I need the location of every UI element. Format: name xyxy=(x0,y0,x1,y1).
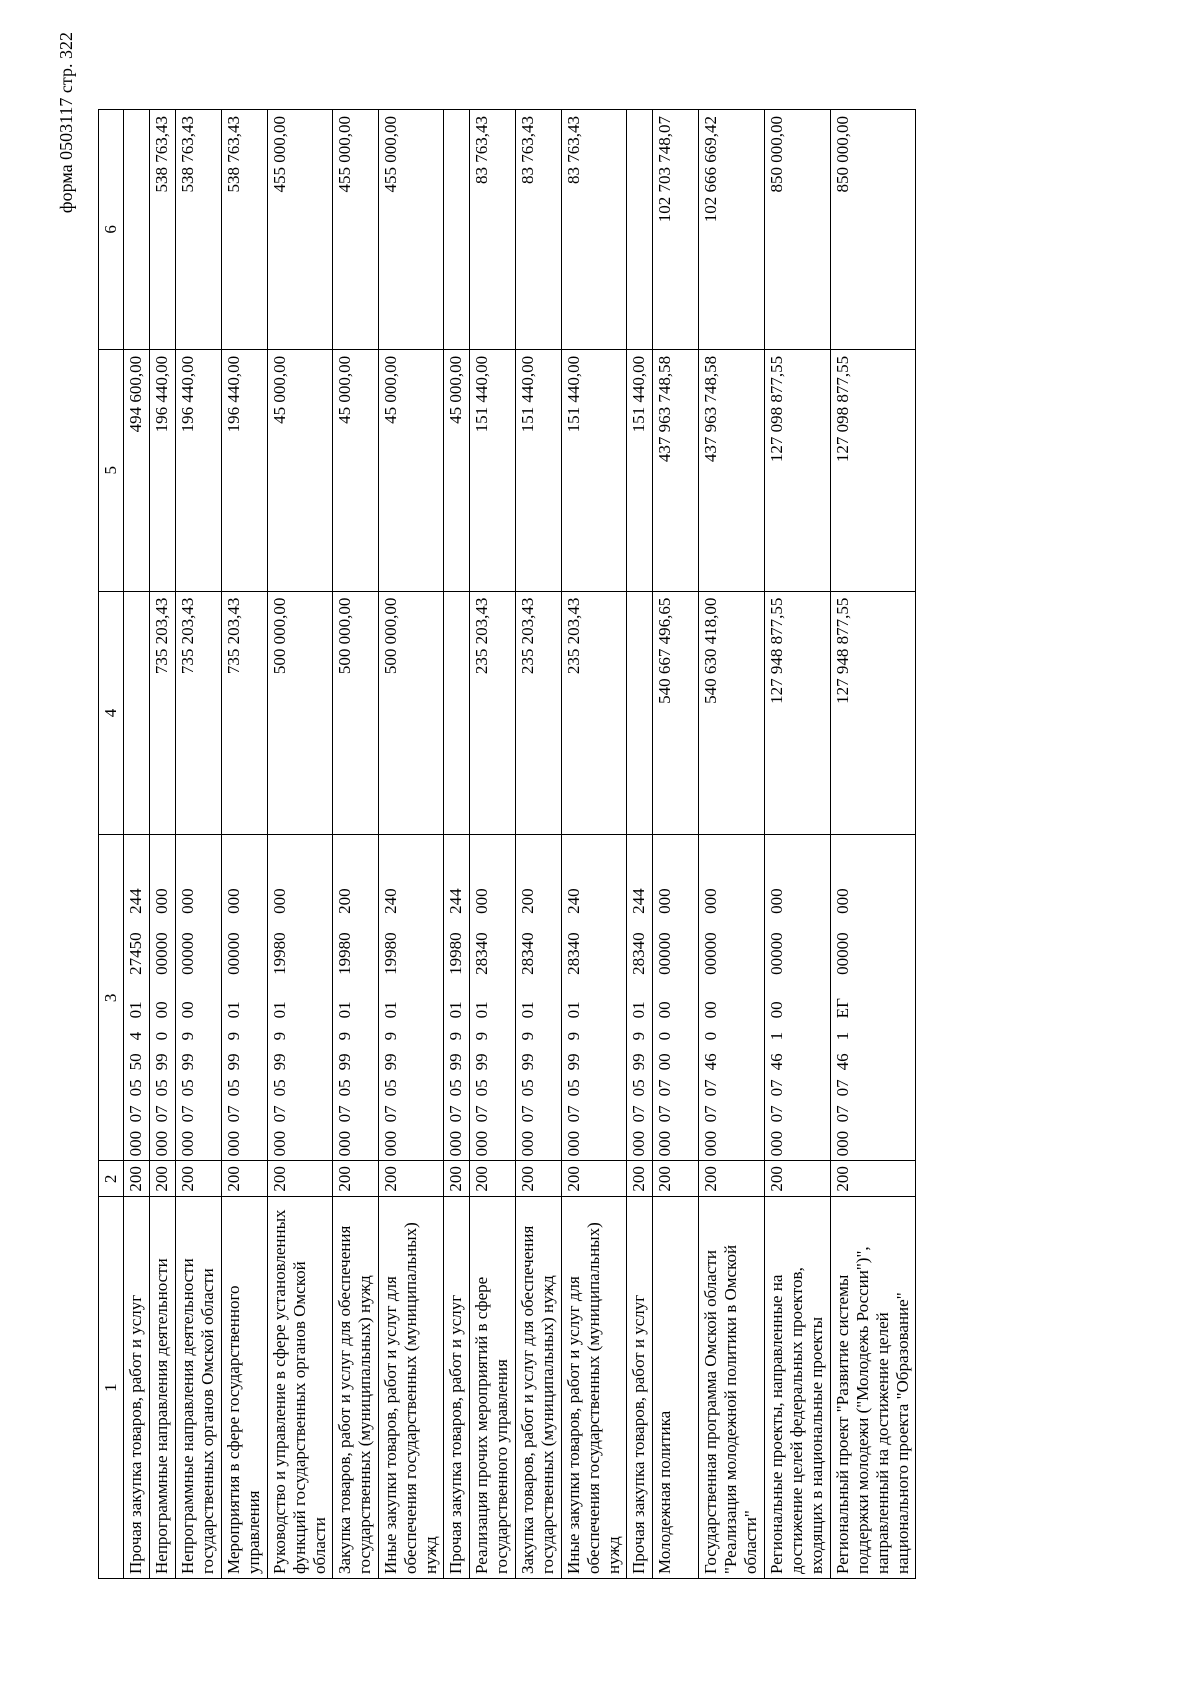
table-header-row xyxy=(99,110,124,1579)
budget-code-part: 99 xyxy=(564,1053,583,1071)
budget-code-part: 000 xyxy=(152,1130,171,1157)
column-header-1: 1 xyxy=(99,1197,124,1579)
budget-code-part: 000 xyxy=(126,1130,145,1157)
row-budget-code xyxy=(470,835,516,1161)
row-executed-amount: 494 600,00 xyxy=(124,349,150,591)
budget-code-part: 9 xyxy=(564,1031,583,1041)
row-name: Прочая закупка товаров, работ и услуг xyxy=(124,1197,150,1579)
table-row xyxy=(765,110,831,1579)
budget-code-part: 1 xyxy=(833,1031,852,1041)
row-name: Иные закупки товаров, работ и услуг для обеспечения государственных (муниципальных) нужд xyxy=(562,1197,627,1579)
budget-code-part: 00000 xyxy=(701,932,720,975)
budget-code-part: 000 xyxy=(701,1130,720,1157)
row-unexecuted-amount: 850 000,00 xyxy=(765,110,831,350)
budget-code-part: 000 xyxy=(224,1130,243,1157)
budget-code-part: 00000 xyxy=(178,932,197,975)
budget-code-part: 07 xyxy=(446,1105,465,1123)
budget-code-part: 000 xyxy=(518,1130,537,1157)
table-row xyxy=(831,110,916,1579)
row-unexecuted-amount: 455 000,00 xyxy=(268,110,333,350)
budget-code-part: 99 xyxy=(178,1053,197,1071)
row-executed-amount: 151 440,00 xyxy=(562,349,627,591)
budget-code-part: 99 xyxy=(270,1053,289,1071)
budget-code-part: 000 xyxy=(655,888,674,914)
budget-code-part: 07 xyxy=(701,1079,720,1097)
budget-code-part: 05 xyxy=(564,1079,583,1097)
budget-code-part: 00000 xyxy=(833,932,852,975)
budget-code-part: 9 xyxy=(518,1031,537,1041)
row-line-code: 200 xyxy=(765,1161,831,1197)
row-line-code: 200 xyxy=(150,1161,176,1197)
row-budget-code xyxy=(653,835,699,1161)
budget-code-part: 1 xyxy=(767,1031,786,1041)
budget-code-part: ЕГ xyxy=(833,998,852,1019)
budget-code-part: 000 xyxy=(472,888,491,914)
table-row xyxy=(470,110,516,1579)
budget-code-part: 00 xyxy=(152,1001,171,1019)
row-executed-amount: 196 440,00 xyxy=(176,349,222,591)
row-budget-code xyxy=(333,835,379,1161)
table-row xyxy=(333,110,379,1579)
row-name: Иные закупки товаров, работ и услуг для обеспечения государственных (муниципальных) нужд xyxy=(379,1197,444,1579)
row-line-code: 200 xyxy=(333,1161,379,1197)
row-executed-amount: 45 000,00 xyxy=(268,349,333,591)
budget-code-part: 000 xyxy=(701,888,720,914)
budget-code-part: 00000 xyxy=(224,932,243,975)
row-approved-amount: 540 667 496,65 xyxy=(653,591,699,835)
column-header-2: 2 xyxy=(99,1161,124,1197)
row-approved-amount: 235 203,43 xyxy=(562,591,627,835)
row-unexecuted-amount: 538 763,43 xyxy=(150,110,176,350)
budget-code-part: 05 xyxy=(472,1079,491,1097)
row-unexecuted-amount xyxy=(124,110,150,350)
row-budget-code xyxy=(150,835,176,1161)
row-budget-code xyxy=(379,835,444,1161)
row-line-code: 200 xyxy=(268,1161,333,1197)
row-executed-amount: 45 000,00 xyxy=(379,349,444,591)
budget-code-part: 000 xyxy=(767,888,786,914)
budget-code-part: 99 xyxy=(629,1053,648,1071)
table-row xyxy=(699,110,765,1579)
budget-code-part: 000 xyxy=(381,1130,400,1157)
table-row xyxy=(627,110,653,1579)
row-unexecuted-amount: 538 763,43 xyxy=(176,110,222,350)
row-approved-amount xyxy=(444,591,470,835)
row-executed-amount: 45 000,00 xyxy=(333,349,379,591)
row-budget-code xyxy=(176,835,222,1161)
budget-code-part: 01 xyxy=(335,1001,354,1019)
row-unexecuted-amount: 538 763,43 xyxy=(222,110,268,350)
row-approved-amount: 235 203,43 xyxy=(516,591,562,835)
column-header-5: 5 xyxy=(99,349,124,591)
budget-code-part: 01 xyxy=(446,1001,465,1019)
budget-code-part: 05 xyxy=(126,1079,145,1097)
budget-code-part: 05 xyxy=(629,1079,648,1097)
budget-code-part: 9 xyxy=(178,1031,197,1041)
budget-code-part: 000 xyxy=(178,888,197,914)
budget-code-part: 05 xyxy=(335,1079,354,1097)
budget-code-part: 00 xyxy=(655,1053,674,1071)
budget-code-part: 07 xyxy=(224,1105,243,1123)
row-budget-code xyxy=(699,835,765,1161)
row-executed-amount: 437 963 748,58 xyxy=(699,349,765,591)
row-name: Региональный проект "Развитие системы поддержки молодежи ("Молодежь России")", направленный на достижение целей национального проекта "Образование" xyxy=(831,1197,916,1579)
row-approved-amount: 127 948 877,55 xyxy=(765,591,831,835)
row-budget-code xyxy=(444,835,470,1161)
budget-code-part: 000 xyxy=(335,1130,354,1157)
budget-code-part: 99 xyxy=(446,1053,465,1071)
table-row xyxy=(444,110,470,1579)
budget-code-part: 19980 xyxy=(270,932,289,975)
budget-code-part: 07 xyxy=(472,1105,491,1123)
budget-code-part: 000 xyxy=(270,1130,289,1157)
budget-code-part: 50 xyxy=(126,1053,145,1071)
row-budget-code xyxy=(765,835,831,1161)
budget-code-part: 9 xyxy=(335,1031,354,1041)
row-approved-amount: 540 630 418,00 xyxy=(699,591,765,835)
table-row xyxy=(268,110,333,1579)
row-unexecuted-amount xyxy=(627,110,653,350)
budget-code-part: 9 xyxy=(270,1031,289,1041)
budget-code-part: 19980 xyxy=(381,932,400,975)
row-budget-code xyxy=(268,835,333,1161)
row-budget-code xyxy=(222,835,268,1161)
budget-code-part: 01 xyxy=(472,1001,491,1019)
budget-code-part: 07 xyxy=(629,1105,648,1123)
column-header-3: 3 xyxy=(99,835,124,1161)
row-budget-code xyxy=(627,835,653,1161)
row-line-code: 200 xyxy=(562,1161,627,1197)
budget-code-part: 07 xyxy=(564,1105,583,1123)
row-approved-amount xyxy=(627,591,653,835)
row-line-code: 200 xyxy=(379,1161,444,1197)
budget-code-part: 01 xyxy=(564,1001,583,1019)
budget-code-part: 27450 xyxy=(126,932,145,975)
row-name: Прочая закупка товаров, работ и услуг xyxy=(627,1197,653,1579)
budget-code-part: 28340 xyxy=(564,932,583,975)
row-unexecuted-amount: 83 763,43 xyxy=(516,110,562,350)
row-executed-amount: 196 440,00 xyxy=(150,349,176,591)
budget-code-part: 05 xyxy=(152,1079,171,1097)
budget-code-part: 07 xyxy=(767,1079,786,1097)
table-row xyxy=(653,110,699,1579)
row-executed-amount: 196 440,00 xyxy=(222,349,268,591)
budget-code-part: 0 xyxy=(655,1031,674,1041)
budget-code-part: 99 xyxy=(152,1053,171,1071)
row-name: Региональные проекты, направленные на достижение целей федеральных проектов, входящих в национальные проекты xyxy=(765,1197,831,1579)
budget-code-part: 07 xyxy=(701,1105,720,1123)
budget-code-part: 000 xyxy=(178,1130,197,1157)
row-budget-code xyxy=(516,835,562,1161)
budget-code-part: 01 xyxy=(224,1001,243,1019)
row-budget-code xyxy=(831,835,916,1161)
row-name: Государственная программа Омской области "Реализация молодежной политики в Омской области" xyxy=(699,1197,765,1579)
budget-code-part: 07 xyxy=(655,1105,674,1123)
row-unexecuted-amount: 102 666 669,42 xyxy=(699,110,765,350)
budget-code-part: 01 xyxy=(381,1001,400,1019)
budget-table xyxy=(98,109,916,1579)
row-line-code: 200 xyxy=(470,1161,516,1197)
budget-code-part: 200 xyxy=(335,888,354,914)
row-approved-amount: 500 000,00 xyxy=(268,591,333,835)
budget-code-part: 05 xyxy=(224,1079,243,1097)
budget-code-part: 19980 xyxy=(335,932,354,975)
budget-code-part: 07 xyxy=(767,1105,786,1123)
row-approved-amount: 735 203,43 xyxy=(150,591,176,835)
row-approved-amount: 735 203,43 xyxy=(176,591,222,835)
column-header-4: 4 xyxy=(99,591,124,835)
table-row xyxy=(124,110,150,1579)
budget-code-part: 00000 xyxy=(152,932,171,975)
budget-code-part: 19980 xyxy=(446,932,465,975)
budget-code-part: 28340 xyxy=(472,932,491,975)
budget-code-part: 000 xyxy=(767,1130,786,1157)
table-row xyxy=(222,110,268,1579)
row-executed-amount: 151 440,00 xyxy=(627,349,653,591)
budget-code-part: 000 xyxy=(472,1130,491,1157)
budget-code-part: 244 xyxy=(126,888,145,914)
budget-code-part: 05 xyxy=(446,1079,465,1097)
budget-code-part: 000 xyxy=(655,1130,674,1157)
budget-code-part: 00 xyxy=(655,1001,674,1019)
budget-code-part: 9 xyxy=(224,1031,243,1041)
row-line-code: 200 xyxy=(516,1161,562,1197)
budget-code-part: 07 xyxy=(270,1105,289,1123)
budget-code-part: 00 xyxy=(178,1001,197,1019)
row-name: Закупка товаров, работ и услуг для обеспечения государственных (муниципальных) нужд xyxy=(516,1197,562,1579)
row-name: Непрограммные направления деятельности xyxy=(150,1197,176,1579)
row-name: Закупка товаров, работ и услуг для обеспечения государственных (муниципальных) нужд xyxy=(333,1197,379,1579)
budget-code-part: 240 xyxy=(381,888,400,914)
row-executed-amount: 151 440,00 xyxy=(470,349,516,591)
budget-code-part: 0 xyxy=(701,1031,720,1041)
row-executed-amount: 437 963 748,58 xyxy=(653,349,699,591)
row-name: Руководство и управление в сфере установленных функций государственных органов Омской области xyxy=(268,1197,333,1579)
budget-code-part: 00000 xyxy=(655,932,674,975)
row-name: Мероприятия в сфере государственного управления xyxy=(222,1197,268,1579)
budget-code-part: 07 xyxy=(833,1105,852,1123)
budget-code-part: 01 xyxy=(629,1001,648,1019)
budget-code-part: 46 xyxy=(833,1053,852,1071)
budget-code-part: 05 xyxy=(270,1079,289,1097)
budget-code-part: 99 xyxy=(472,1053,491,1071)
budget-code-part: 46 xyxy=(701,1053,720,1071)
row-name: Непрограммные направления деятельности государственных органов Омской области xyxy=(176,1197,222,1579)
row-executed-amount: 127 098 877,55 xyxy=(831,349,916,591)
budget-code-part: 07 xyxy=(152,1105,171,1123)
budget-code-part: 28340 xyxy=(518,932,537,975)
row-name: Реализация прочих мероприятий в сфере государственного управления xyxy=(470,1197,516,1579)
budget-code-part: 240 xyxy=(564,888,583,914)
column-header-6: 6 xyxy=(99,110,124,350)
budget-code-part: 00000 xyxy=(767,932,786,975)
budget-code-part: 200 xyxy=(518,888,537,914)
row-unexecuted-amount: 83 763,43 xyxy=(470,110,516,350)
row-approved-amount: 500 000,00 xyxy=(333,591,379,835)
budget-code-part: 99 xyxy=(335,1053,354,1071)
budget-code-part: 000 xyxy=(564,1130,583,1157)
table-row xyxy=(379,110,444,1579)
row-budget-code xyxy=(124,835,150,1161)
row-approved-amount: 235 203,43 xyxy=(470,591,516,835)
row-unexecuted-amount xyxy=(444,110,470,350)
table-row xyxy=(150,110,176,1579)
row-executed-amount: 151 440,00 xyxy=(516,349,562,591)
row-budget-code xyxy=(562,835,627,1161)
budget-code-part: 244 xyxy=(629,888,648,914)
budget-code-part: 99 xyxy=(381,1053,400,1071)
row-approved-amount xyxy=(124,591,150,835)
row-unexecuted-amount: 102 703 748,07 xyxy=(653,110,699,350)
budget-code-part: 05 xyxy=(518,1079,537,1097)
budget-code-part: 000 xyxy=(833,1130,852,1157)
budget-code-part: 000 xyxy=(629,1130,648,1157)
table-row xyxy=(516,110,562,1579)
row-line-code: 200 xyxy=(831,1161,916,1197)
budget-code-part: 000 xyxy=(152,888,171,914)
row-line-code: 200 xyxy=(176,1161,222,1197)
budget-code-part: 0 xyxy=(152,1031,171,1041)
budget-code-part: 244 xyxy=(446,888,465,914)
budget-code-part: 99 xyxy=(518,1053,537,1071)
budget-code-part: 000 xyxy=(446,1130,465,1157)
budget-code-part: 00 xyxy=(701,1001,720,1019)
row-unexecuted-amount: 83 763,43 xyxy=(562,110,627,350)
row-unexecuted-amount: 455 000,00 xyxy=(333,110,379,350)
budget-code-part: 9 xyxy=(629,1031,648,1041)
budget-code-part: 9 xyxy=(446,1031,465,1041)
row-line-code: 200 xyxy=(222,1161,268,1197)
budget-code-part: 46 xyxy=(767,1053,786,1071)
row-line-code: 200 xyxy=(444,1161,470,1197)
table-body xyxy=(124,110,916,1579)
budget-code-part: 4 xyxy=(126,1031,145,1041)
row-line-code: 200 xyxy=(653,1161,699,1197)
table-row xyxy=(176,110,222,1579)
row-unexecuted-amount: 455 000,00 xyxy=(379,110,444,350)
row-line-code: 200 xyxy=(699,1161,765,1197)
budget-code-part: 05 xyxy=(178,1079,197,1097)
budget-code-part: 07 xyxy=(518,1105,537,1123)
row-executed-amount: 45 000,00 xyxy=(444,349,470,591)
budget-code-part: 9 xyxy=(472,1031,491,1041)
budget-code-part: 28340 xyxy=(629,932,648,975)
budget-code-part: 05 xyxy=(381,1079,400,1097)
row-name: Молодежная политика xyxy=(653,1197,699,1579)
row-approved-amount: 500 000,00 xyxy=(379,591,444,835)
budget-code-part: 000 xyxy=(224,888,243,914)
row-approved-amount: 735 203,43 xyxy=(222,591,268,835)
form-label: форма 0503117 стр. 322 xyxy=(56,32,76,214)
budget-code-part: 07 xyxy=(126,1105,145,1123)
budget-code-part: 07 xyxy=(381,1105,400,1123)
budget-code-part: 07 xyxy=(178,1105,197,1123)
table-row xyxy=(562,110,627,1579)
row-unexecuted-amount: 850 000,00 xyxy=(831,110,916,350)
budget-code-part: 01 xyxy=(270,1001,289,1019)
budget-code-part: 01 xyxy=(518,1001,537,1019)
budget-code-part: 07 xyxy=(655,1079,674,1097)
budget-code-part: 00 xyxy=(767,1001,786,1019)
row-name: Прочая закупка товаров, работ и услуг xyxy=(444,1197,470,1579)
budget-code-part: 9 xyxy=(381,1031,400,1041)
row-approved-amount: 127 948 877,55 xyxy=(831,591,916,835)
row-line-code: 200 xyxy=(124,1161,150,1197)
budget-code-part: 07 xyxy=(335,1105,354,1123)
budget-code-part: 000 xyxy=(270,888,289,914)
budget-code-part: 01 xyxy=(126,1001,145,1019)
row-executed-amount: 127 098 877,55 xyxy=(765,349,831,591)
budget-code-part: 07 xyxy=(833,1079,852,1097)
budget-code-part: 99 xyxy=(224,1053,243,1071)
budget-code-part: 000 xyxy=(833,888,852,914)
row-line-code: 200 xyxy=(627,1161,653,1197)
